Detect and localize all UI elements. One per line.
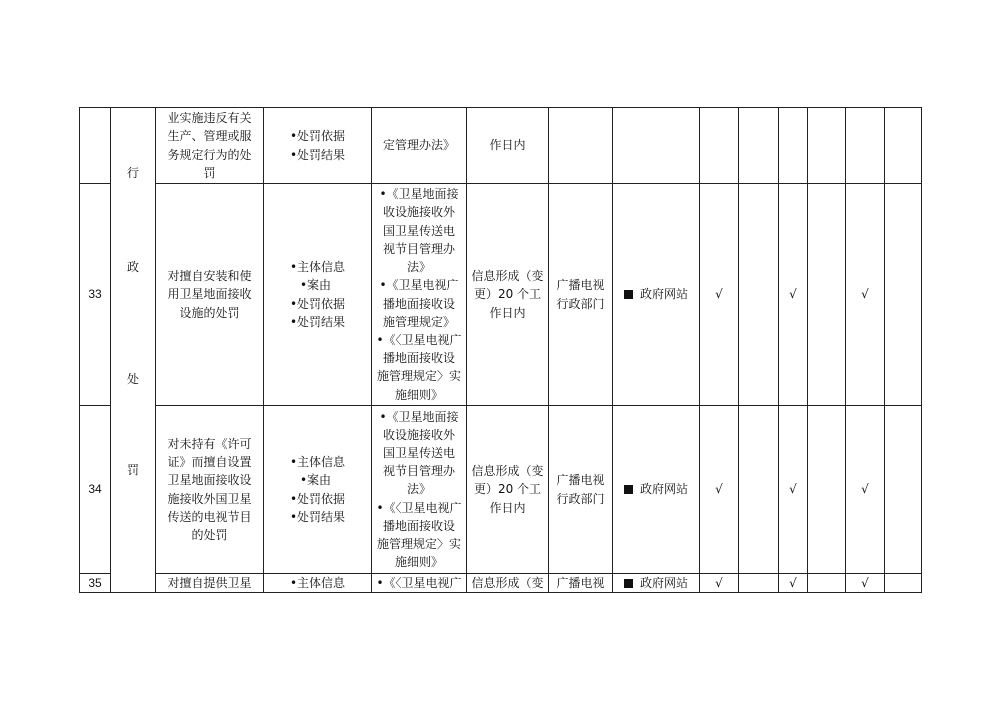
row-number	[80, 108, 111, 184]
basis-cell	[372, 108, 467, 184]
category-char: 罚	[126, 463, 139, 477]
content-cell	[264, 184, 372, 406]
basis-line: 施管理规定〉实	[376, 537, 461, 551]
dept-line: 广播电视	[556, 473, 605, 488]
item-line: 卫星地面接收设	[167, 473, 252, 488]
table-row	[80, 108, 922, 184]
basis-line: 视节目管理办	[382, 464, 455, 479]
row-number: 33	[80, 184, 111, 406]
check-cell	[739, 574, 779, 593]
check-cell	[885, 108, 922, 184]
check-cell: √	[779, 574, 808, 593]
basis-line: 播地面接收设	[382, 518, 455, 533]
content-item: •处罚依据	[289, 491, 346, 506]
content-item: •处罚结果	[289, 147, 346, 162]
item-line: 设施的处罚	[179, 305, 240, 320]
check-cell	[739, 184, 779, 406]
square-bullet-icon	[624, 290, 633, 299]
item-line: 生产、管理或服	[167, 129, 252, 144]
check-cell	[779, 108, 808, 184]
basis-line: •《卫星地面接	[379, 409, 459, 424]
check-cell	[739, 406, 779, 574]
content-item: •主体信息	[289, 576, 346, 590]
basis-line: 收设施接收外	[382, 427, 455, 442]
check-cell	[808, 406, 846, 574]
check-cell	[700, 108, 739, 184]
time-line: 作日内	[489, 305, 526, 320]
dept-line: 行政部门	[556, 491, 605, 506]
basis-line: 施细则》	[394, 555, 443, 570]
channel-label: 政府网站	[639, 482, 688, 497]
check-cell: √	[700, 406, 739, 574]
item-name-cell	[156, 108, 264, 184]
channel-cell	[613, 574, 700, 593]
check-cell	[885, 406, 922, 574]
item-line: 传送的电视节目	[167, 509, 252, 524]
content-item: •处罚依据	[289, 129, 346, 144]
content-item: •处罚结果	[289, 314, 346, 329]
item-name-cell	[156, 184, 264, 406]
item-line: 施接收外国卫星	[167, 491, 252, 506]
dept-cell	[549, 184, 613, 406]
basis-cell	[372, 406, 467, 574]
check-cell: √	[846, 406, 885, 574]
table-row	[80, 574, 922, 593]
dept-cell	[549, 108, 613, 184]
time-line: 作日内	[489, 138, 526, 153]
basis-line: 收设施接收外	[382, 205, 455, 220]
check-cell	[808, 574, 846, 593]
basis-cell: •《〈卫星电视广	[372, 574, 467, 593]
content-cell	[264, 574, 372, 593]
content-cell	[264, 108, 372, 184]
time-line: 更）20 个工	[473, 482, 542, 497]
check-cell: √	[700, 574, 739, 593]
channel-cell	[613, 406, 700, 574]
time-line: 更）20 个工	[473, 287, 542, 302]
time-line: 信息形成（变	[471, 269, 544, 284]
time-line: 信息形成（变	[471, 464, 544, 479]
basis-line: 法》	[406, 482, 431, 497]
channel-cell	[613, 108, 700, 184]
check-cell: √	[779, 406, 808, 574]
dept-line: 行政部门	[556, 296, 605, 311]
category-char: 行	[126, 166, 139, 180]
dept-line: 广播电视	[556, 278, 605, 293]
basis-line: 国卫星传送电	[382, 445, 455, 460]
content-item: •主体信息	[289, 260, 346, 275]
item-line: 证》而擅自设置	[167, 455, 252, 470]
category-cell	[111, 108, 156, 593]
channel-label: 政府网站	[639, 576, 688, 590]
table-row	[80, 184, 922, 406]
check-cell	[885, 574, 922, 593]
row-number: 34	[80, 406, 111, 574]
content-item: •处罚依据	[289, 296, 346, 311]
basis-line: 施管理规定》	[382, 314, 455, 329]
time-line: 作日内	[489, 500, 526, 515]
check-cell	[808, 108, 846, 184]
content-item: •案由	[299, 473, 332, 488]
square-bullet-icon	[624, 579, 633, 588]
basis-cell	[372, 184, 467, 406]
table-row	[80, 406, 922, 574]
dept-cell	[549, 406, 613, 574]
check-cell	[808, 184, 846, 406]
basis-line: 法》	[406, 260, 431, 275]
dept-cell: 广播电视	[549, 574, 613, 593]
check-cell	[885, 184, 922, 406]
time-limit-cell	[467, 108, 549, 184]
content-cell	[264, 406, 372, 574]
time-limit-cell	[467, 184, 549, 406]
item-name-cell	[156, 406, 264, 574]
square-bullet-icon	[624, 485, 633, 494]
basis-line: 国卫星传送电	[382, 223, 455, 238]
item-line: 对擅自安装和使	[167, 269, 252, 284]
check-cell: √	[846, 574, 885, 593]
basis-line: •《卫星地面接	[379, 187, 459, 202]
basis-line: 视节目管理办	[382, 241, 455, 256]
content-item: •案由	[299, 278, 332, 293]
check-cell: √	[779, 184, 808, 406]
row-number: 35	[80, 574, 111, 593]
basis-line: 施细则》	[394, 387, 443, 402]
check-cell: √	[846, 184, 885, 406]
basis-line: 播地面接收设	[382, 351, 455, 366]
disclosure-table	[79, 107, 922, 593]
basis-line: 播地面接收设	[382, 296, 455, 311]
item-line: 罚	[203, 165, 216, 180]
item-line: 对未持有《许可	[167, 436, 252, 451]
item-name-cell: 对擅自提供卫星	[156, 574, 264, 593]
channel-cell	[613, 184, 700, 406]
time-limit-cell: 信息形成（变	[467, 574, 549, 593]
basis-line: •《〈卫星电视广	[376, 500, 462, 515]
check-cell	[739, 108, 779, 184]
basis-line: 施管理规定〉实	[376, 369, 461, 384]
content-item: •处罚结果	[289, 509, 346, 524]
basis-line: •《卫星电视广	[379, 278, 459, 293]
item-line: 的处罚	[191, 527, 228, 542]
basis-line: 定管理办法》	[382, 138, 455, 153]
check-cell: √	[700, 184, 739, 406]
channel-label: 政府网站	[639, 287, 688, 302]
item-line: 务规定行为的处	[167, 147, 252, 162]
category-char: 处	[126, 372, 139, 386]
item-line: 业实施违反有关	[167, 111, 252, 126]
content-item: •主体信息	[289, 455, 346, 470]
category-char: 政	[126, 260, 139, 274]
item-line: 用卫星地面接收	[167, 287, 252, 302]
basis-line: •《〈卫星电视广	[376, 332, 462, 347]
time-limit-cell	[467, 406, 549, 574]
check-cell	[846, 108, 885, 184]
